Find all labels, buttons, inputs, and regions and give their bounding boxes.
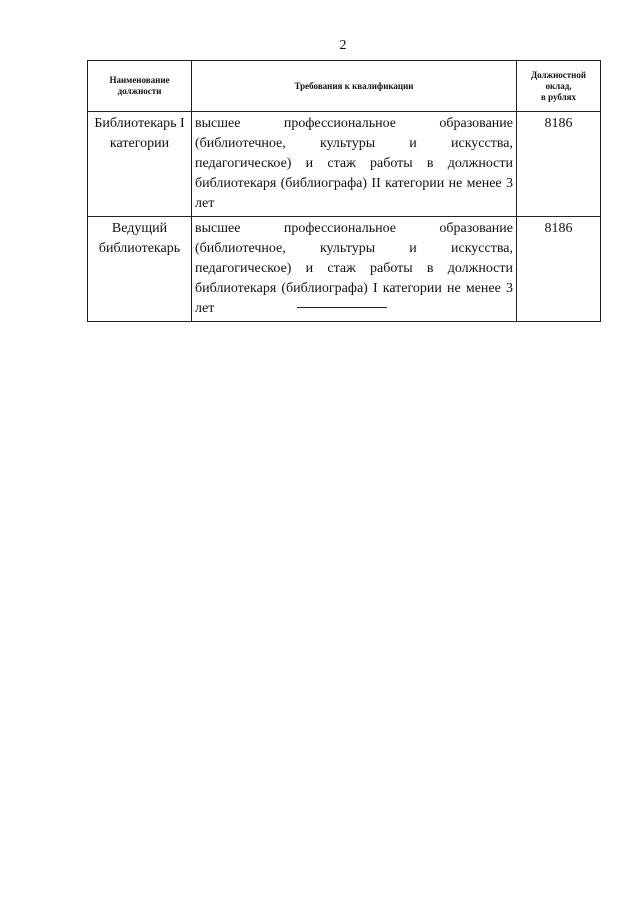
table-row [88, 112, 601, 217]
header-salary-line3: в рублях [540, 91, 577, 102]
table-header-row [88, 61, 601, 112]
position-name-cell: Библиотекарь I категории [88, 112, 192, 217]
header-salary-line2: оклад, [545, 80, 572, 91]
header-position-name: Наименование должности [88, 61, 192, 112]
position-name-cell: Ведущий библиотекарь [88, 217, 192, 322]
end-of-document-rule [297, 307, 387, 308]
table-row [88, 217, 601, 322]
requirements-cell: высшее профессиональное образование (библиотечное, культуры и искусства, педагогическое) и стаж работы в должности библиотекаря (библиографа) I категории не менее 3 лет [192, 217, 517, 322]
requirements-cell: высшее профессиональное образование (библиотечное, культуры и искусства, педагогическое) и стаж работы в должности библиотекаря (библиографа) II категории не менее 3 лет [192, 112, 517, 217]
salary-cell: 8186 [517, 217, 601, 322]
qualification-table [87, 60, 601, 322]
header-salary [517, 61, 601, 112]
salary-cell: 8186 [517, 112, 601, 217]
header-requirements: Требования к квалификации [192, 61, 517, 112]
page-number: 2 [339, 38, 347, 53]
header-salary-line1: Должностной [530, 69, 587, 80]
